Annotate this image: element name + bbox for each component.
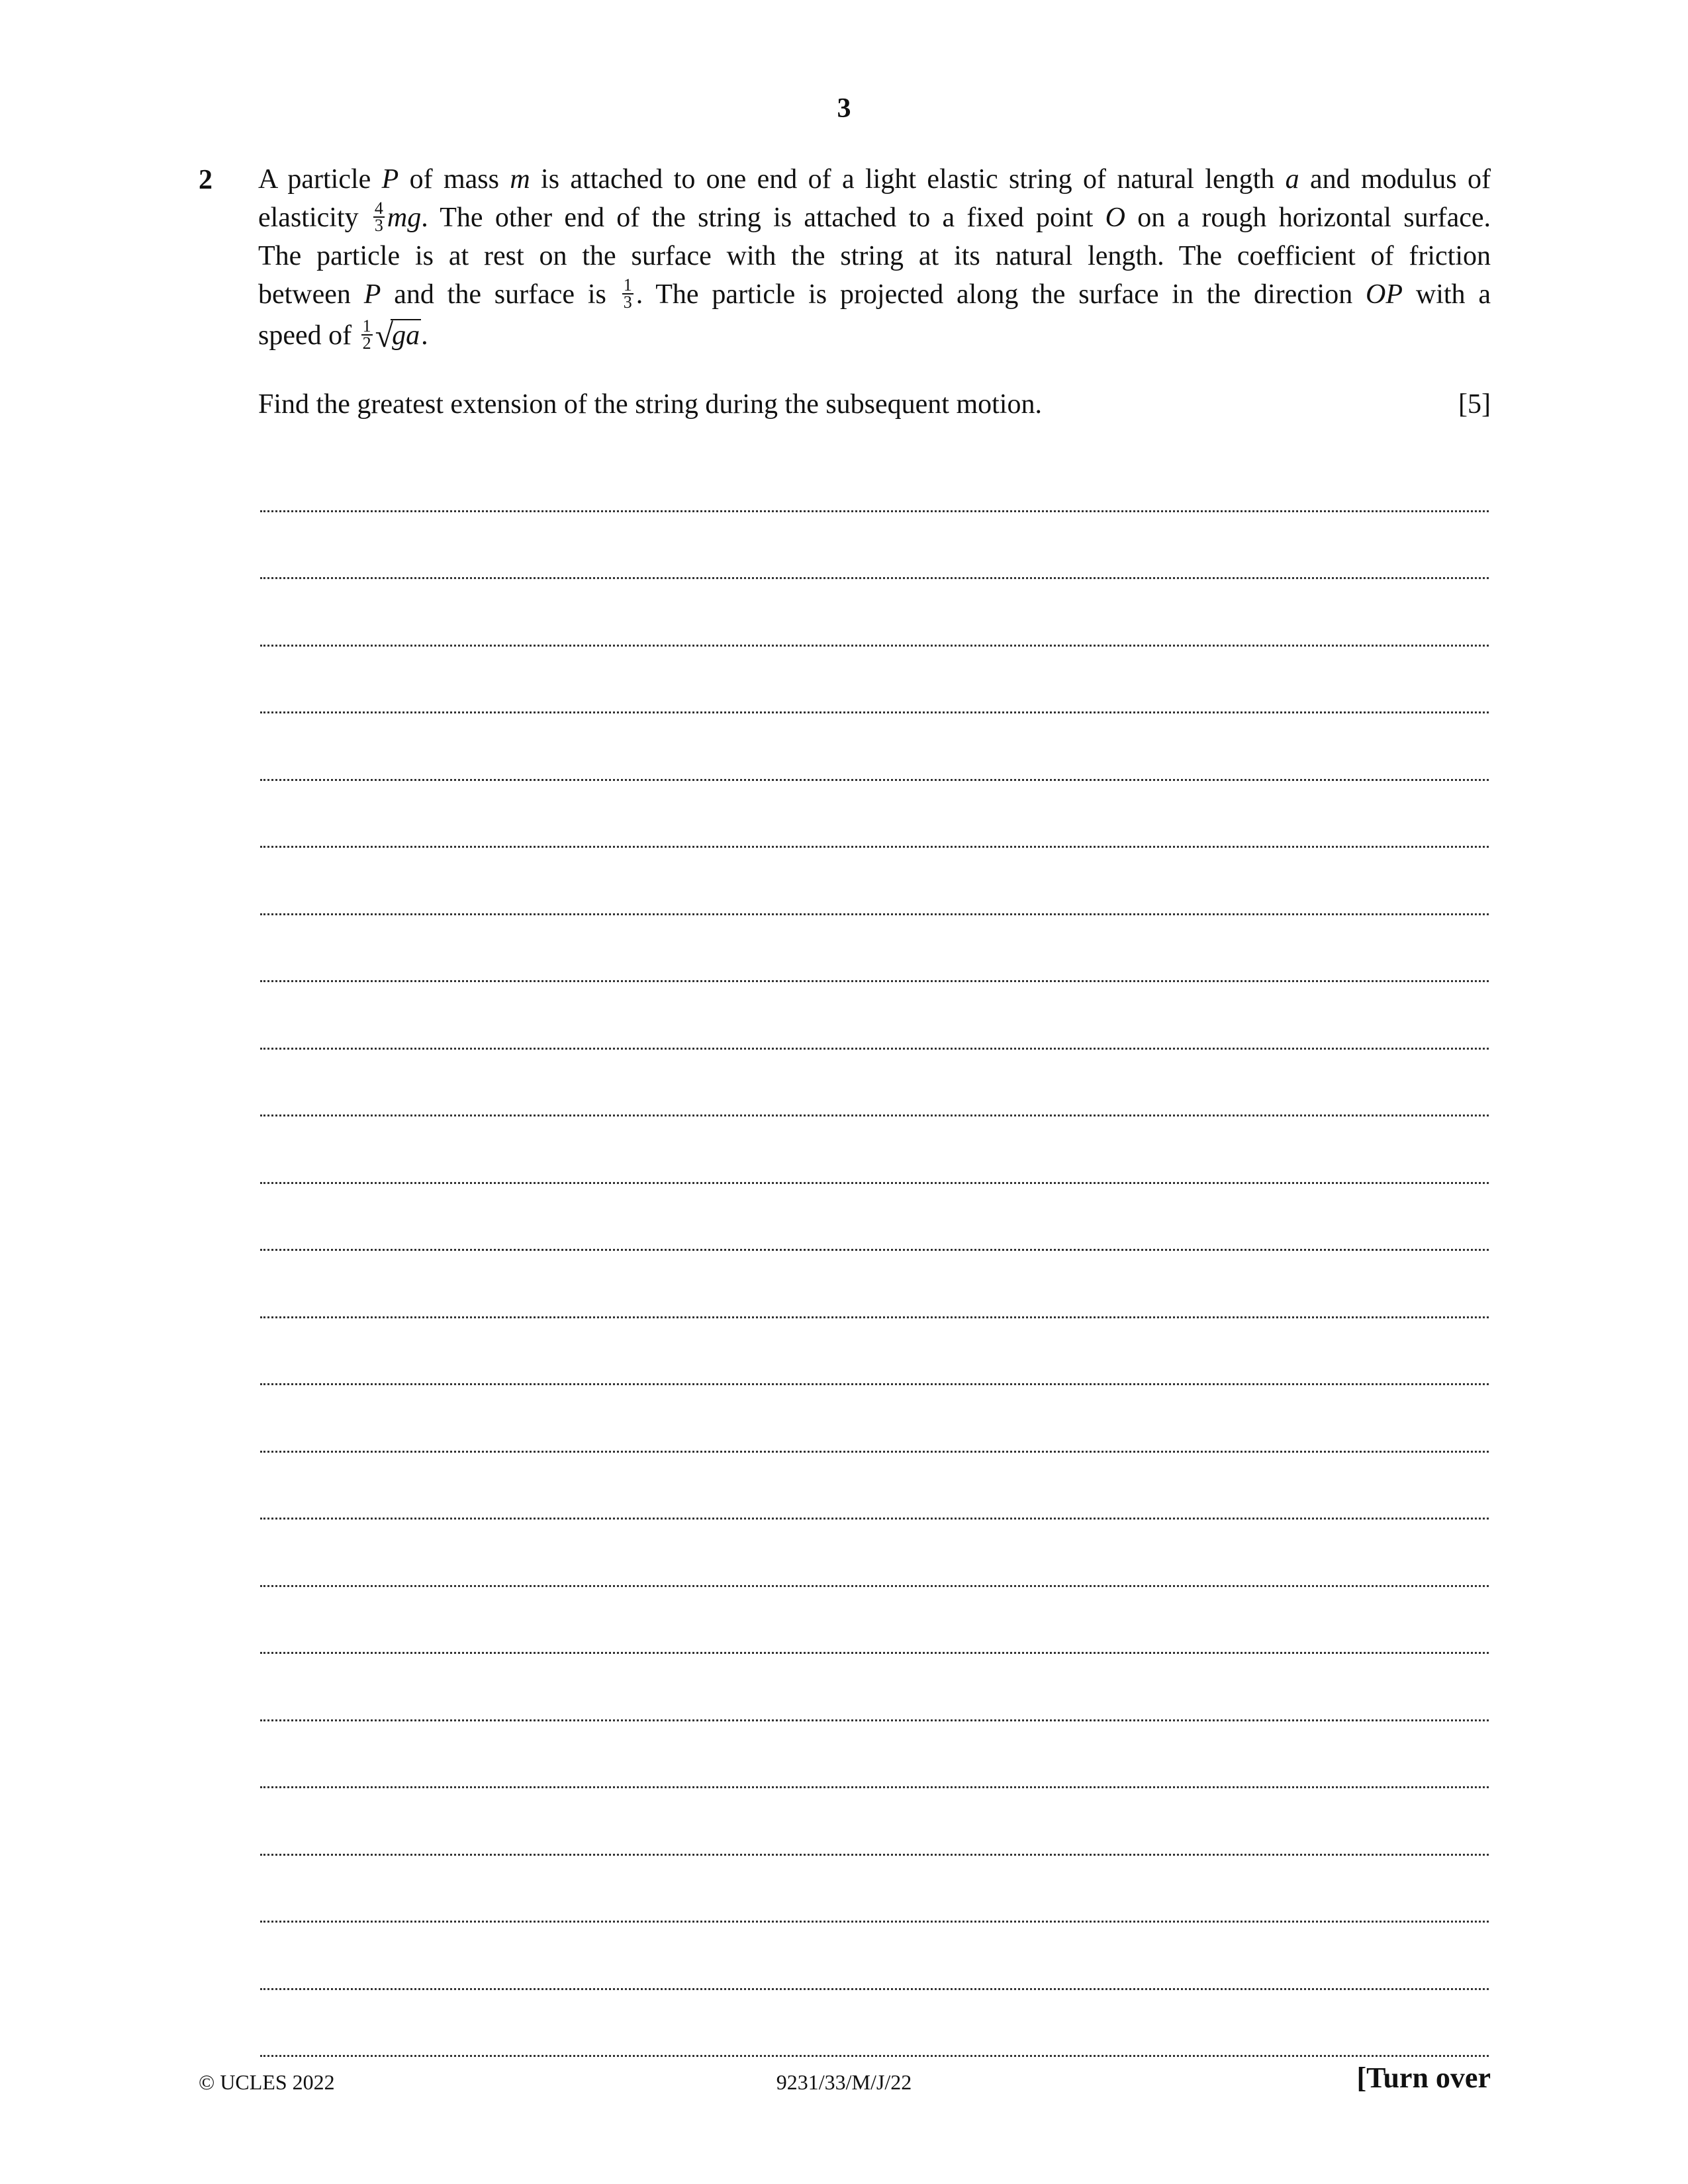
answer-line[interactable] [260, 934, 1489, 1001]
question-line-3: The particle is at rest on the surface with the string at its natural length. The coefficient of friction [258, 241, 1491, 271]
question-line-1: A particle P of mass m is attached to one end of a light elastic string of natural length a and modulus of [258, 164, 1491, 195]
question-text [258, 160, 1491, 355]
answer-line[interactable] [260, 1471, 1489, 1539]
marks-label: [5] [1458, 389, 1491, 420]
footer-paper-code: 9231/33/M/J/22 [776, 2070, 912, 2094]
answer-line[interactable] [260, 866, 1489, 934]
page-number: 3 [837, 93, 851, 124]
answer-line[interactable] [260, 1068, 1489, 1136]
question-line-2: elasticity $\frac{4}{3}$ mg. The other end of the string is attached to a fixed point O on a rough horizontal surface. [258, 199, 1491, 236]
answer-line[interactable] [260, 1941, 1489, 2009]
footer-turn-over: [Turn over [1356, 2062, 1491, 2094]
answer-line[interactable] [260, 1606, 1489, 1673]
answer-line[interactable] [260, 1337, 1489, 1404]
footer-copyright: © UCLES 2022 [199, 2070, 335, 2094]
answer-area[interactable] [260, 463, 1489, 2075]
fraction-four-thirds: $\frac{4}{3}$ [374, 199, 383, 236]
question-line-4: between P and the surface is $\frac{1}{3}$ . The particle is projected along the surface in the direction OP with a [258, 275, 1491, 312]
instruction-text: Find the greatest extension of the string during the subsequent motion. [258, 389, 1042, 420]
answer-line[interactable] [260, 1672, 1489, 1740]
fraction-one-half: $\frac{1}{2}$ [362, 316, 371, 353]
fraction-one-third: $\frac{1}{3}$ [623, 275, 632, 312]
answer-line[interactable] [260, 1203, 1489, 1270]
answer-line[interactable] [260, 2009, 1489, 2076]
answer-line[interactable] [260, 1740, 1489, 1807]
answer-line[interactable] [260, 1135, 1489, 1203]
answer-line[interactable] [260, 799, 1489, 867]
answer-line[interactable] [260, 531, 1489, 598]
answer-line[interactable] [260, 1404, 1489, 1471]
question-number: 2 [199, 165, 212, 195]
answer-line[interactable] [260, 1874, 1489, 1942]
square-root-ga: √ga [375, 317, 420, 354]
answer-line[interactable] [260, 1538, 1489, 1606]
answer-line[interactable] [260, 665, 1489, 733]
answer-line[interactable] [260, 1001, 1489, 1068]
answer-line[interactable] [260, 1807, 1489, 1874]
answer-line[interactable] [260, 598, 1489, 665]
answer-line[interactable] [260, 732, 1489, 799]
question-line-5: speed of $\frac{1}{2}$ √ga. [258, 314, 1491, 355]
answer-line[interactable] [260, 463, 1489, 531]
answer-line[interactable] [260, 1269, 1489, 1337]
